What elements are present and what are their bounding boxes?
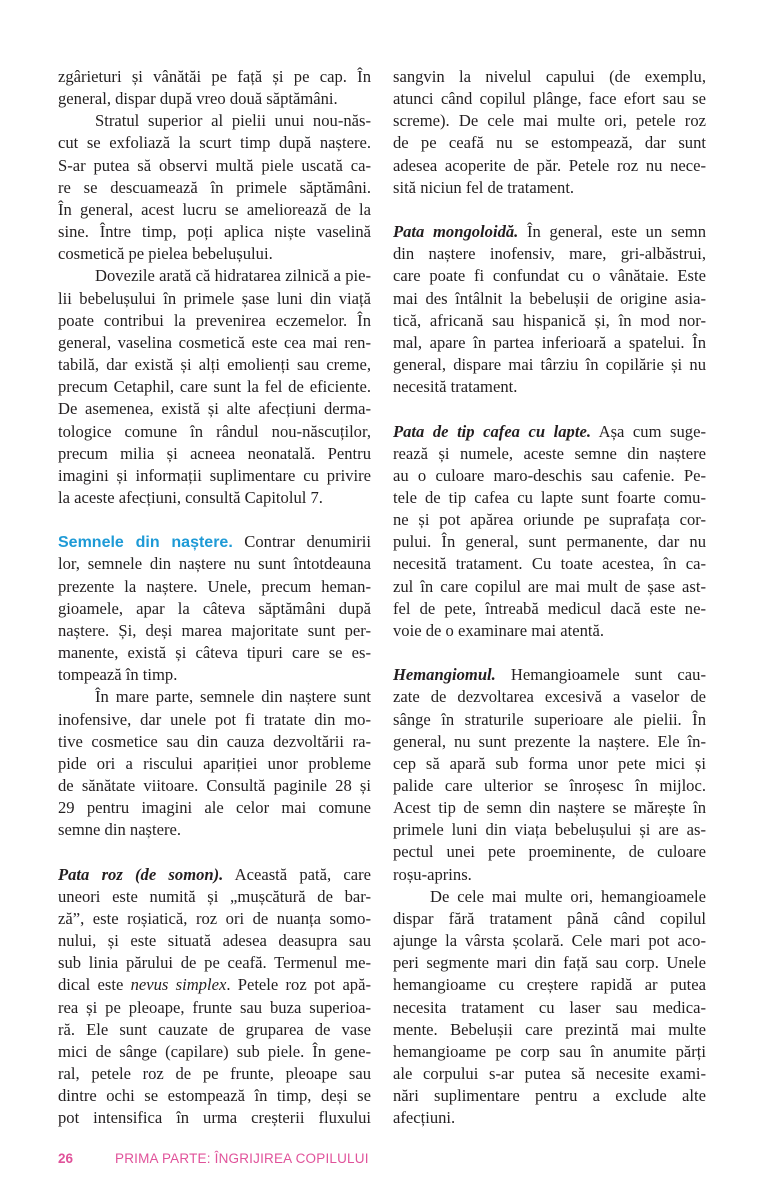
text-line: re se descuamează în primele săptămâni. <box>58 177 371 197</box>
text-line: la aceste afecțiuni, consultă Capitolul 7. <box>58 487 323 507</box>
text-line: ră. Ele sunt cauzate de gruparea de vase <box>58 1019 371 1039</box>
text-line: de pe ceafă nu se estompează, dar sunt <box>393 133 706 153</box>
text-line: pot intensifica în urma creșterii fluxului <box>58 1108 371 1128</box>
text-line: gioamele, apar la câteva săptămâni după <box>58 598 371 618</box>
paragraph-spacer <box>58 841 371 863</box>
text-line: nări suplimentare pentru a exclude alte <box>393 1086 706 1106</box>
text-line: Pata mongoloidă. În general, este un semn <box>393 222 706 242</box>
text-line: Hemangiomul. Hemangioamele sunt cau- <box>393 665 706 685</box>
paragraph-spacer <box>58 509 371 531</box>
text-line: ne și pot apărea oriunde pe suprafața cor- <box>393 510 706 530</box>
text-line: afecțiuni. <box>393 1108 456 1128</box>
text-line: pului. În general, sunt permanente, dar nu <box>393 532 706 552</box>
text-line: naștere. Și, deși marea majoritate sunt per- <box>58 620 371 640</box>
page-number: 26 <box>58 1151 74 1166</box>
text-line: lii bebelușului în primele șase luni din viață <box>58 288 371 308</box>
text-line: uneori este numită și „mușcătură de bar- <box>58 886 371 906</box>
text-line: care poate fi confundat cu o vânătaie. Este <box>393 266 706 286</box>
text-line: dispar fără tratament până când copilul <box>393 908 706 928</box>
text-line: Stratul superior al pielii unui nou-năs- <box>95 111 371 131</box>
text-line: tologice comune în rândul nou-născuților, <box>58 421 371 441</box>
section-paragraph <box>393 421 706 643</box>
text-line: mai des întâlnit la bebelușii de origine asia- <box>393 288 706 308</box>
text-line: screme). De cele mai multe ori, petele roz <box>393 111 706 131</box>
text-line: general, nu sunt prezente la naștere. Ele în- <box>393 731 706 751</box>
text-line: sub linia părului de pe ceafă. Termenul me- <box>58 953 371 973</box>
text-line: cosmetică pe pielea bebelușului. <box>58 244 273 264</box>
text-line: Semnele din naștere. Contrar denumirii <box>58 532 371 552</box>
paragraph <box>58 686 371 841</box>
text-line: prezente la naștere. Unele, precum heman- <box>58 576 371 596</box>
text-line: necesită tratament. <box>393 377 518 397</box>
section-paragraph <box>393 664 706 886</box>
text-line: rează și numele, aceste semne din naștere <box>393 443 706 463</box>
text-line: precum Cetaphil, care sunt la fel de eficiente. <box>58 377 371 397</box>
text-line: hemangioame pe corp sau în anumite părți <box>393 1041 706 1061</box>
text-line: fel de pete, întreabă medicul dacă este ne- <box>393 598 706 618</box>
text-line: ajunge la vârsta școlară. Cele mari pot aco- <box>393 931 706 951</box>
section-paragraph <box>58 531 371 686</box>
text-line: În mare parte, semnele din naștere sunt <box>95 687 371 707</box>
text-line: tompează în timp. <box>58 665 178 685</box>
text-line: ale corpului s-ar putea să necesite exami- <box>393 1064 706 1084</box>
text-line: palide care ulterior se înroșesc în mijloc. <box>393 776 706 795</box>
text-line <box>58 974 371 996</box>
text-line: primele luni din viața bebelușului și are as- <box>393 820 706 840</box>
text-line: De asemenea, există și alte afecțiuni derma- <box>58 399 371 419</box>
text-line: adesea acoperite de păr. Petele roz nu nece- <box>393 155 706 175</box>
section-paragraph <box>393 221 706 398</box>
paragraph <box>58 110 371 265</box>
text-line: pide ori a riscului apariției unor probleme <box>58 753 371 773</box>
text-run: dical este <box>58 975 131 995</box>
text-line: au o culoare maro-deschis sau cafenie. Pe- <box>393 465 706 485</box>
text-line: pectul unei pete proeminente, de culoare <box>393 842 706 862</box>
section-heading: Pata mongoloidă. <box>393 222 519 242</box>
text-line: roșu-aprins. <box>393 864 472 884</box>
text-line: mente. Bebelușii care prezintă mai multe <box>393 1019 706 1039</box>
text-line: zate de dezvoltarea excesivă a vaselor de <box>393 687 706 707</box>
text-line: necesita tratament cu laser sau medica- <box>393 997 706 1017</box>
text-line: De cele mai multe ori, hemangioamele <box>430 886 706 906</box>
text-line: ză”, este roșiatică, roz ori de nuanța somo- <box>58 908 371 928</box>
text-line: general, dispare mai târziu în copilărie și nu <box>393 355 706 375</box>
text-line: voie de o examinare mai atentă. <box>393 620 605 640</box>
text-line: tabilă, dar există și alți emolienți sau creme, <box>58 355 371 375</box>
paragraph <box>58 66 371 110</box>
text-line: cep să apară sub forma unor pete mici și <box>393 753 706 773</box>
text-line: Pata de tip cafea cu lapte. Așa cum suge- <box>393 421 706 441</box>
paragraph-spacer <box>393 199 706 221</box>
text-line: nului, și este situată adesea deasupra sau <box>58 931 371 951</box>
text-line: zgârieturi și vânătăi pe față și pe cap. În <box>58 67 371 86</box>
section-heading: Pata roz (de somon). <box>58 864 224 884</box>
text-line: din naștere inofensiv, mare, gri-albăstrui, <box>393 244 706 264</box>
section-paragraph <box>58 864 371 1130</box>
text-line: precum milia și acneea neonatală. Pentru <box>58 443 371 463</box>
text-line: hemangioame cu creștere rapidă ar putea <box>393 975 706 995</box>
left-column <box>58 66 371 1130</box>
paragraph <box>58 265 371 509</box>
text-line: imagini și informații suplimentare cu privire <box>58 465 371 485</box>
text-line: inofensive, dar unele pot fi tratate din mo- <box>58 709 371 729</box>
text-line: sânge în straturile superioare ale pielii. În <box>393 709 706 729</box>
text-line: tică, africană sau hispanică și, în mod nor- <box>393 310 706 330</box>
text-line: semne din naștere. <box>58 820 182 840</box>
section-heading: Pata de tip cafea cu lapte. <box>393 421 591 441</box>
text-line: de sănătate viitoare. Consultă paginile 28 și <box>58 776 371 795</box>
text-line: atunci când copilul plânge, face efort sau se <box>393 89 706 109</box>
text-line: lor, semnele din naștere nu sunt întotdeauna <box>58 554 371 574</box>
text-line: Acest tip de semn din naștere se mărește în <box>393 798 706 818</box>
text-line: mal, apare în partea inferioară a spatelui. În <box>393 332 706 352</box>
text-line: ral, petele roz de pe frunte, pleoape sau <box>58 1064 371 1084</box>
text-line: 29 pentru imagini ale celor mai comune <box>58 798 371 818</box>
text-run: . Petele roz pot apă- <box>226 975 371 995</box>
text-line: Dovezile arată că hidratarea zilnică a pie- <box>95 266 371 286</box>
paragraph-spacer <box>393 642 706 664</box>
paragraph-spacer <box>393 398 706 420</box>
paragraph <box>393 66 706 199</box>
running-title: PRIMA PARTE: ÎNGRIJIREA COPILULUI <box>115 1151 369 1166</box>
text-line: sangvin la nivelul capului (de exemplu, <box>393 67 706 86</box>
text-line: general, dispar după vreo două săptămâni. <box>58 89 338 109</box>
text-line: tele de tip cafea cu lapte sunt foarte comu- <box>393 487 706 507</box>
right-column <box>393 66 706 1130</box>
text-line: sită niciun fel de tratament. <box>393 177 575 197</box>
text-line: tive cosmetice sau din cauza dezvoltării ra- <box>58 731 371 751</box>
text-line: general, vaselina cosmetică este cea mai ren- <box>58 332 371 352</box>
text-line: peri segmente mari din față sau corp. Unele <box>393 953 706 973</box>
text-line: necesită tratament. Cu toate acestea, în ca- <box>393 554 706 574</box>
text-line: poate contribui la prevenirea eczemelor. În <box>58 310 371 330</box>
text-line: Pata roz (de somon). Această pată, care <box>58 864 371 884</box>
section-heading: Semnele din naștere. <box>58 534 233 552</box>
text-line: rea și pe pleoape, frunte sau buza superioa- <box>58 997 371 1017</box>
text-line: manente, există și câteva tipuri care se es- <box>58 643 371 663</box>
text-line: cut se exfoliază la scurt timp după naștere. <box>58 133 371 153</box>
text-line: zul în care copilul are mai mult de șase ast- <box>393 576 706 596</box>
text-line: S-ar putea să observi multă piele uscată ca- <box>58 155 371 175</box>
text-line: În general, acest lucru se ameliorează de la <box>58 199 371 219</box>
text-line: sine. Între timp, poți aplica niște vaselină <box>58 222 371 242</box>
text-line: dintre ochi se estompează în timp, deși se <box>58 1086 371 1106</box>
paragraph <box>393 886 706 1130</box>
italic-term: nevus simplex <box>130 975 227 995</box>
section-heading: Hemangiomul. <box>393 665 496 685</box>
text-line: mici de sânge (capilare) sub piele. În gene- <box>58 1041 371 1061</box>
